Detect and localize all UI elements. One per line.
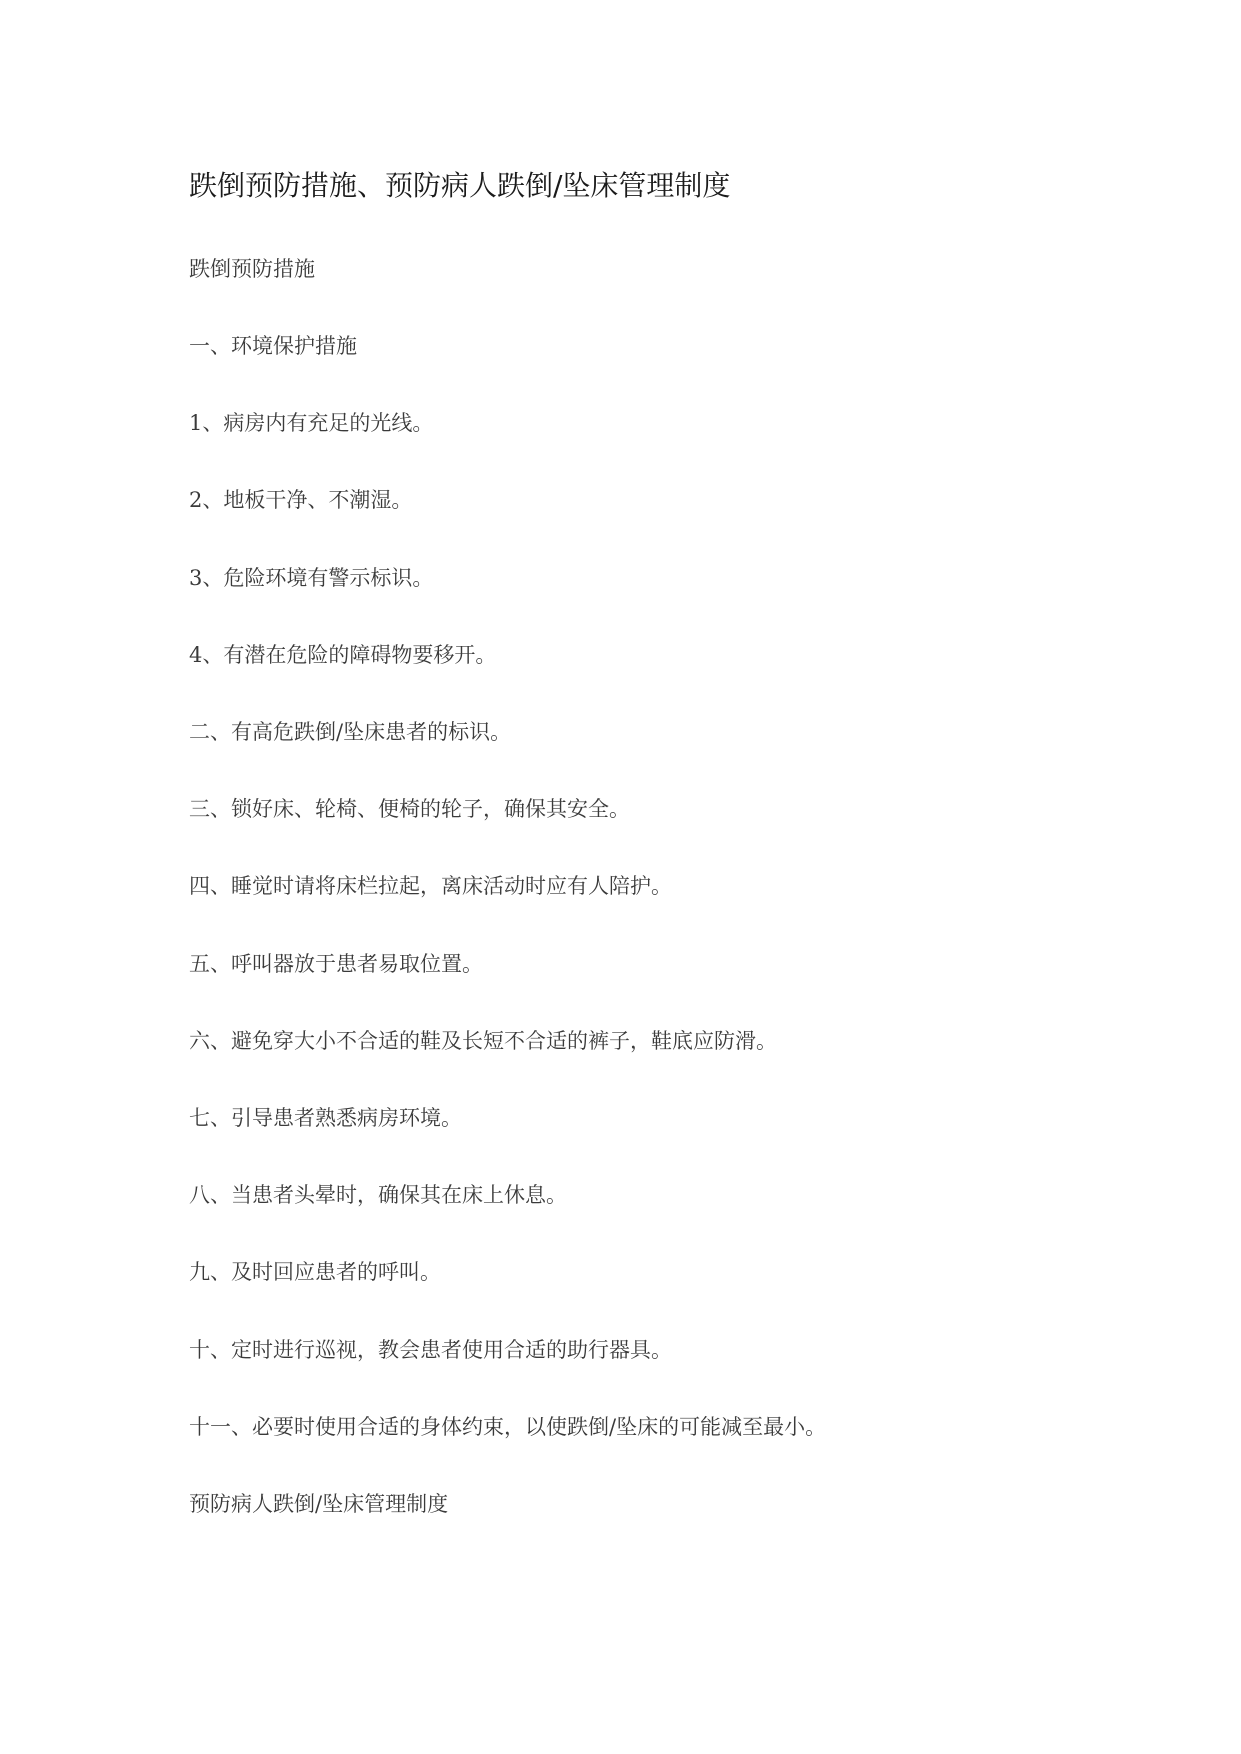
item-dry-floor: 2、地板干净、不潮湿。 <box>189 488 413 512</box>
item-dizziness-rest: 八、当患者头晕时，确保其在床上休息。 <box>189 1183 567 1207</box>
item-lock-wheels: 三、锁好床、轮椅、便椅的轮子，确保其安全。 <box>189 797 630 821</box>
section-heading-management-system: 预防病人跌倒/坠床管理制度 <box>189 1492 449 1516</box>
document-title: 跌倒预防措施、预防病人跌倒/坠床管理制度 <box>189 169 731 202</box>
section-heading-fall-prevention: 跌倒预防措施 <box>189 257 315 281</box>
item-physical-restraint: 十一、必要时使用合适的身体约束，以使跌倒/坠床的可能减至最小。 <box>189 1415 827 1439</box>
item-call-button: 五、呼叫器放于患者易取位置。 <box>189 952 483 976</box>
item-remove-obstacles: 4、有潜在危险的障碍物要移开。 <box>189 643 497 667</box>
item-regular-rounds: 十、定时进行巡视，教会患者使用合适的助行器具。 <box>189 1338 672 1362</box>
item-warning-signs: 3、危险环境有警示标识。 <box>189 566 434 590</box>
item-respond-calls: 九、及时回应患者的呼叫。 <box>189 1260 441 1284</box>
item-high-risk-marking: 二、有高危跌倒/坠床患者的标识。 <box>189 720 512 744</box>
item-proper-shoes: 六、避免穿大小不合适的鞋及长短不合适的裤子，鞋底应防滑。 <box>189 1029 777 1053</box>
item-lighting: 1、病房内有充足的光线。 <box>189 411 434 435</box>
item-familiarize-ward: 七、引导患者熟悉病房环境。 <box>189 1106 462 1130</box>
item-bed-rails: 四、睡觉时请将床栏拉起，离床活动时应有人陪护。 <box>189 874 672 898</box>
item-environment-protection: 一、环境保护措施 <box>189 334 357 358</box>
